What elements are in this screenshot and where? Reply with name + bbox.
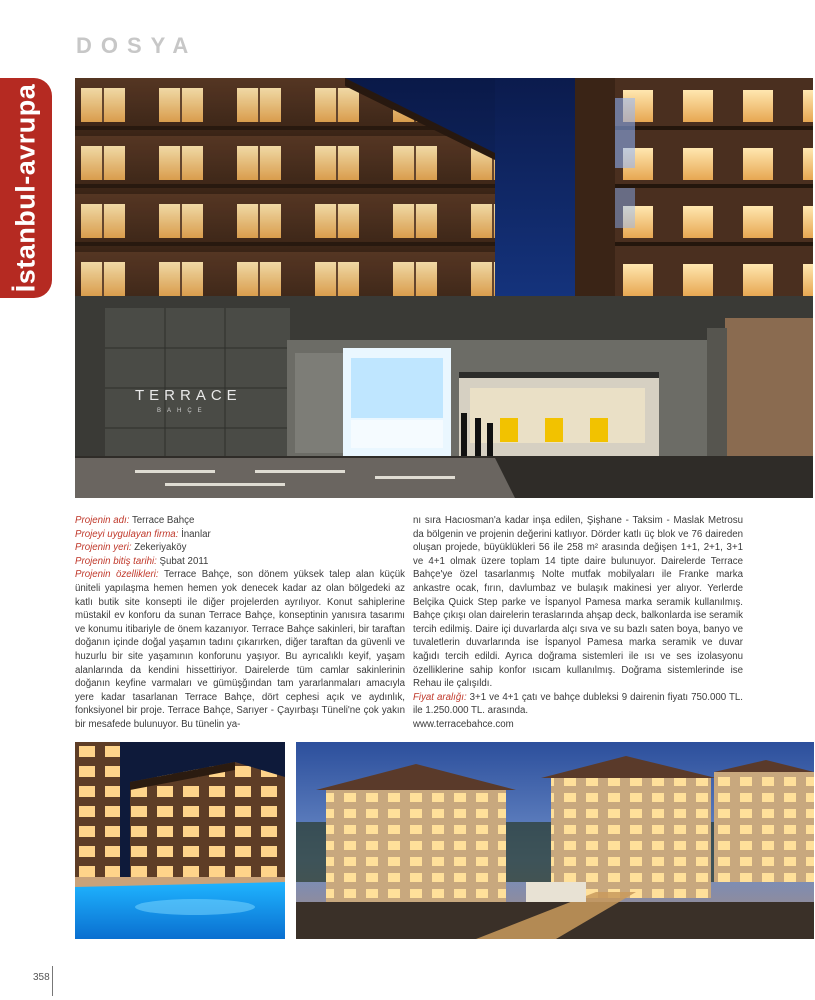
features-label: Projenin özellikleri: [75, 569, 159, 581]
side-tab-label: İstanbul-avrupa [10, 83, 41, 293]
complex-dusk-photo [296, 742, 814, 939]
project-name: Terrace Bahçe [131, 515, 195, 526]
completion: Şubat 2011 [159, 555, 209, 567]
features-text: Terrace Bahçe, son dönem yüksek talep alan küçük üniteli yapılaşma hemen hemen yok denecek kadar az olan bölgedeki az katlı butik site konsepti ile diğer projelerden ayrılıyor. Konut sahiplerine müstakil ev konforu da sunan Terrace Bahçe, konseptinin yanısıra tasarımı ve konumu itibariyle de önem kazanıyor. Terrace Bahçe sakinleri, bir taraftan doğanın içinde doğal yaşamın tadını çıkarırken, diğer taraftan da güvenli ve huzurlu bir site yaşamının konforunu yaşıyor. Bu ayrıcalıklı keyif, yaşam alanlarında da kendini hissettiriyor. Dairelerde tüm camlar sakinlerinin doğanın keyfine varmaları ve gümüşğından tam yararlanmaları amacıyla yere kadar tasarlanan Terrace Bahçe, dört cephesi açık ve aydınlık, fonksiyonel bir proje. Terrace Bahçe, Sarıyer - Çayırbaşı Tüneli'ne çok yakın bir mesafede bulunuyor. Bu tünelin ya- [75, 569, 405, 730]
website-link[interactable]: www.terracebahce.com [413, 718, 514, 730]
project-name-label: Projenin adı: [75, 515, 130, 526]
completion-label: Projenin bitiş tarihi: [75, 555, 157, 567]
completion-line [75, 555, 405, 569]
project-name-line [75, 514, 405, 528]
entrance-photo [75, 78, 813, 498]
price-line [413, 691, 743, 718]
location-label: Projenin yeri: [75, 542, 132, 554]
features-paragraph [75, 568, 405, 731]
pool-photo [75, 742, 285, 939]
section-side-tab [0, 78, 52, 298]
location-line [75, 541, 405, 555]
section-title: DOSYA [76, 33, 198, 58]
price-label: Fiyat aralığı: [413, 691, 467, 703]
page-number-divider [52, 966, 53, 996]
page-number: 358 [33, 972, 50, 983]
location: Zekeriyaköy [134, 542, 187, 554]
text-column-left [75, 514, 405, 732]
firm: İnanlar [181, 528, 211, 540]
terrace-sign: TERRACE [135, 387, 242, 404]
features-continued: nı sıra Hacıosman'a kadar inşa edilen, Şişhane - Taksim - Maslak Metrosu da bölgenin ve projenin değerini katlıyor. Dörder katlı üç blok ve 76 daireden oluşan projede, büyüklükleri 56 ile 258 m² arasında değişen 1+1, 2+1, 3+1 ve 4+1 olmak üzere toplam 14 tipte daire bulunuyor. Dairelerde Terrace Bahçe'ye özel tasarlanmış Nolte mutfak mobilyaları ile Franke marka ankastre ocak, fırın, davlumbaz ve bulaşık makinesi yer alıyor. Yerlerde Belçika Quick Step parke ve İspanyol Pamesa marka seramik kullanılmış. Bahçe çıkışı olan dairelerin teraslarında ahşap deck, balkonlarda ise seramik tercih edilmiş. Daire içi duvarlarda alçı sıva ve su bazlı saten boya, banyo ve tuvaletlerin duvarlarında ise İspanyol Pamesa marka seramik ve duvar kağıdı tercih edildi. Ayrıca doğrama sistemleri ile ısı ve ses izolasyonu özelliklerine sahip konfor ısıcam kullanılmış. Doğrama sistemlerinde ise Rehau ile çalışıldı. [413, 515, 743, 690]
firm-label: Projeyi uygulayan firma: [75, 528, 179, 540]
price: 3+1 ve 4+1 çatı ve bahçe dubleksi 9 dairenin fiyatı 750.000 TL. ile 1.250.000 TL. arasında. [413, 691, 743, 717]
text-column-right [413, 514, 743, 732]
terrace-sign-sub: BAHÇE [157, 408, 208, 414]
firm-line [75, 528, 405, 542]
